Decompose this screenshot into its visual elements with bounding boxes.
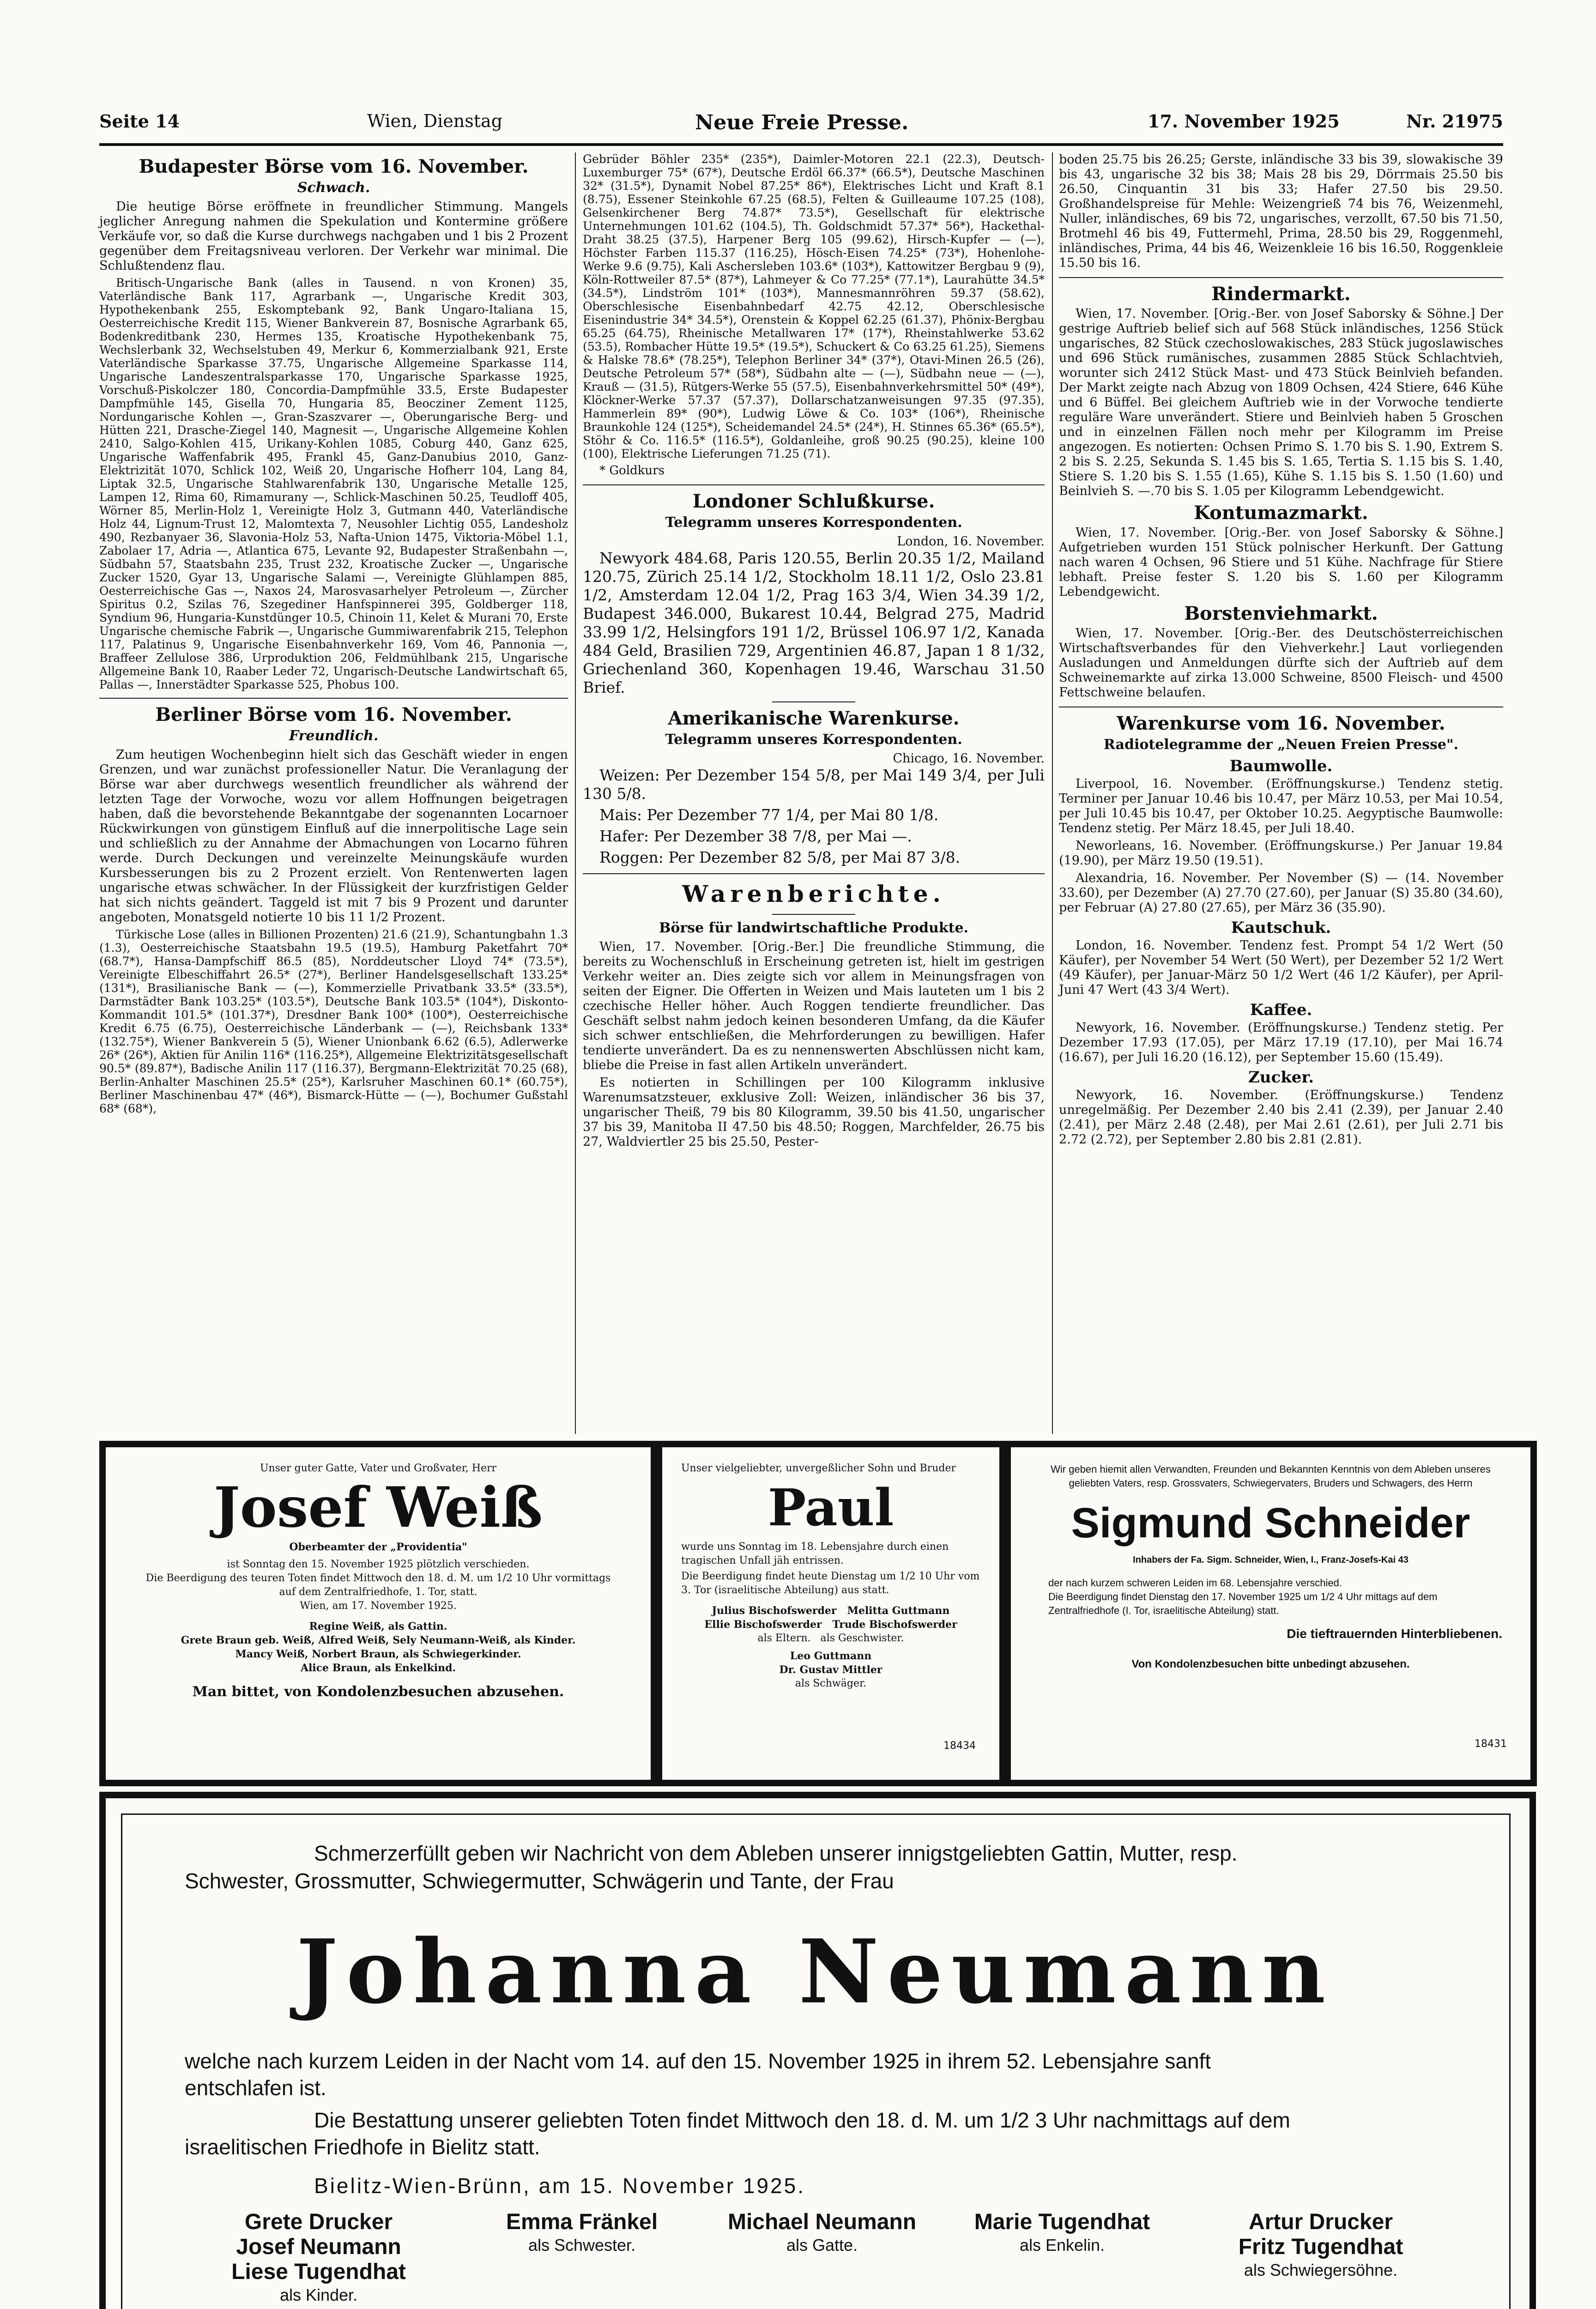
obit-signer: Julius Bischofswerder Melitta Guttmann <box>712 1605 950 1617</box>
page-number: Seite 14 <box>99 111 180 132</box>
issue-number: Nr. 21975 <box>1406 111 1503 132</box>
boerse-prices-continued: boden 25.75 bis 26.25; Gerste, inländische 33 bis 39, slowakische 39 bis 43, ungarische 32 bis 38; Mais 28 bis 29, Dörrmais 25.50 bis 26.50, Cinquantin 31 bis 33; Hafer 27.50 bis 29.50. Großhandelspreise für Mehle: Weizengrieß 74 bis 76, Weizenmehl, Nuller, inländisches, 69 bis 72, ungarisches, verzollt, 67.50 bis 71.50, Brotmehl 46 bis 49, Futtermehl, Prima, 28.50 bis 29, Roggenmehl, inländisches, Prima, 44 bis 46, Weizenkleie 16 bis 16.50, Roggenkleie 15.50 bis 16. <box>1059 152 1503 270</box>
obit-signers-husband <box>702 2210 942 2256</box>
budapest-report: Die heutige Börse eröffnete in freundlicher Stimmung. Mangels jeglicher Anregung nahmen die Spekulation und Kontermine größere Verkäufe vor, so daß die Kurse durchwegs nachgaben und 1 bis 2 Prozent gegenüber dem Freitagsniveau verloren. Der Verkehr war minimal. Die Schlußtendenz flau. <box>99 199 568 273</box>
berlin-report: Zum heutigen Wochenbeginn hielt sich das Geschäft wieder in engen Grenzen, und war zunächst professioneller Natur. Die Veranlagung der Börse war aber durchwegs wesentlich freundlicher als während der letzten Tage der Vorwoche, wozu vor allem Hoffnungen beigetragen haben, daß die bevorstehende Bekanntgabe der sogenannten Locarnoer Rückwirkungen von günstigem Einfluß auf die innerpolitische Lage sein und schließlich zu der Annahme der Abmachungen von Locarno führen werde. Durch Deckungen und vereinzelte Meinungskäufe wurden Kursbesserungen bis zu 2 Prozent erzielt. Von Rentenwerten lagen ungarische etwas schwächer. In der Flüssigkeit der kurzfristigen Gelder hat sich nichts geändert. Taggeld ist mit 7 bis 9 Prozent und darunter angeboten, Monatsgeld notierte 10 bis 11 1/2 Prozent. <box>99 748 568 925</box>
obit-signers-sons-in-law <box>1191 2210 1450 2281</box>
obit-line: israelitischen Friedhofe in Bielitz statt. <box>185 2135 540 2159</box>
signer-name: Artur Drucker <box>1248 2210 1393 2234</box>
budapest-subheading: Schwach. <box>297 180 370 196</box>
masthead <box>99 111 1503 139</box>
kontumaz-heading: Kontumazmarkt. <box>1194 502 1368 524</box>
signer-role: als Schwiegersöhne. <box>1244 2261 1398 2279</box>
london-quotes: Newyork 484.68, Paris 120.55, Berlin 20.35 1/2, Mailand 120.75, Zürich 25.14 1/2, Stockholm 18.11 1/2, Oslo 23.81 1/2, Amsterdam 12.04 1/2, Prag 163 3/4, Wien 34.39 1/2, Budapest 346.000, Bukarest 10.44, Belgrad 275, Madrid 33.99 1/2, Helsingfors 191 1/2, Brüssel 106.97 1/2, Kanada 484 Geld, Brasilien 729, Argentinien 46.87, Japan 1 8 1/32, Griechenland 360, Kopenhagen 19.46, Warschau 31.50 Brief. <box>583 549 1045 696</box>
goldkurs-footnote: * Goldkurs <box>599 464 665 478</box>
obit-signers-granddaughter <box>942 2210 1182 2256</box>
warenkurse-subheading: Radiotelegramme der „Neuen Freien Presse". <box>1103 737 1459 753</box>
signer-name: Josef Neumann <box>236 2235 401 2259</box>
berlin-heading: Berliner Börse vom 16. November. <box>155 704 512 725</box>
obit-signer: Grete Braun geb. Weiß, Alfred Weiß, Sely Neumann-Weiß, als Kinder. <box>181 1634 576 1646</box>
masthead-rule <box>99 143 1503 146</box>
signer-name: Marie Tugendhat <box>974 2210 1150 2234</box>
amerika-roggen: Roggen: Per Dezember 82 5/8, per Mai 87 3/8. <box>599 848 961 866</box>
obit-signer: Regine Weiß, als Gattin. <box>309 1620 447 1632</box>
baumwolle-heading: Baumwolle. <box>1229 757 1333 775</box>
obit-signer: Ellie Bischofswerder Trude Bischofswerder <box>704 1619 957 1631</box>
zucker-heading: Zucker. <box>1248 1068 1314 1087</box>
place-day: Wien, Dienstag <box>367 111 502 131</box>
rinder-heading: Rindermarkt. <box>1211 283 1351 305</box>
obit-title: Oberbeamter der „Providentia" <box>289 1541 467 1553</box>
borstenvieh-heading: Borstenviehmarkt. <box>1184 603 1378 624</box>
section-rule <box>583 873 1045 874</box>
obit-intro: Unser guter Gatte, Vater und Großvater, Herr <box>260 1463 497 1474</box>
signer-name: Grete Drucker <box>244 2210 393 2234</box>
signer-name: Liese Tugendhat <box>231 2260 406 2284</box>
paper-title: Neue Freie Presse. <box>695 111 909 134</box>
obituary-schneider <box>1021 1457 1521 1770</box>
warenberichte-heading: Warenberichte. <box>682 880 945 907</box>
column-2 <box>583 152 1045 1152</box>
warenkurse-heading: Warenkurse vom 16. November. <box>1117 713 1445 734</box>
obit-title: Inhabers der Fa. Sigm. Schneider, Wien, I., Franz-Josefs-Kai 43 <box>1133 1555 1409 1565</box>
london-dateline: London, 16. November. <box>897 534 1045 549</box>
boerse-prices: Es notierten in Schillingen per 100 Kilogramm inklusive Warenumsatzsteuer, exklusive Zoll: Weizen, inländischer 36 bis 37, ungarischer Theiß, 79 bis 80 Kilogramm, 39.50 bis 41.50, ungarischer 37 bis 39, Manitoba II 47.50 bis 48.50; Roggen, Marchfelder, 26.75 bis 27, Waldviertler 25 bis 25.50, Pester- <box>583 1076 1045 1149</box>
obituary-neumann <box>129 1822 1501 2309</box>
obit-line: der nach kurzem schweren Leiden im 68. Lebensjahre verschied. <box>1048 1577 1342 1589</box>
amerika-heading: Amerikanische Warenkurse. <box>668 707 960 729</box>
signer-name: Michael Neumann <box>727 2210 917 2234</box>
boerse-heading: Börse für landwirtschaftliche Produkte. <box>659 920 968 936</box>
borstenvieh-report: Wien, 17. November. [Orig.-Ber. des Deutschösterreichischen Wirtschaftsverbandes für den Viehverkehr.] Laut vorliegenden Ausladungen und Anmeldungen dürfte sich der Auftrieb auf dem Schweinemarkte auf zirka 13.000 Schweine, 8500 Fleisch- und 4500 Fettschweine belaufen. <box>1059 626 1503 700</box>
amerika-mais: Mais: Per Dezember 77 1/4, per Mai 80 1/8. <box>599 806 939 824</box>
obit-line: wurde uns Sonntag im 18. Lebensjahre durch einen tragischen Unfall jäh entrissen. <box>681 1541 949 1566</box>
section-rule <box>99 698 568 699</box>
kautschuk-report: London, 16. November. Tendenz fest. Prompt 54 1/2 Wert (50 Käufer), per November 54 Wert (50 Wert), per Dezember 52 1/2 Wert (49 Käufer), per Januar-März 50 1/2 Wert (46 1/2 Käufer), per April-Juni 47 Wert (43 3/4 Wert). <box>1059 938 1503 997</box>
obit-line: Schwester, Grossmutter, Schwiegermutter, Schwägerin und Tante, der Frau <box>185 1869 894 1893</box>
obit-line: Die Beerdigung findet heute Dienstag um 1/2 10 Uhr vom 3. Tor (israelitische Abteilung) aus statt. <box>681 1571 980 1596</box>
column-1 <box>99 152 568 1118</box>
obit-signer-role: als Schwäger. <box>795 1678 867 1689</box>
obit-line: Die Beerdigung des teuren Toten findet Mittwoch den 18. d. M. um 1/2 10 Uhr vormittags auf dem Zentralfriedhofe, 1. Tor, statt. <box>145 1572 611 1598</box>
obit-line: ist Sonntag den 15. November 1925 plötzlich verschieden. <box>227 1559 530 1570</box>
obit-line: entschlafen ist. <box>185 2076 326 2100</box>
signer-name: Emma Fränkel <box>506 2210 658 2234</box>
obit-name: Johanna Neumann <box>296 1920 1334 2023</box>
obit-name: Paul <box>768 1478 894 1537</box>
obit-line: Die Beerdigung findet Dienstag den 17. November 1925 um 1/2 4 Uhr mittags auf dem Zentralfriedhofe (I. Tor, israelitische Abteilung) statt. <box>1048 1591 1438 1616</box>
amerika-hafer: Hafer: Per Dezember 38 7/8, per Mai —. <box>599 827 912 845</box>
column-divider <box>1052 152 1053 1434</box>
obit-line: Die Bestattung unserer geliebten Toten findet Mittwoch den 18. d. M. um 1/2 3 Uhr nachmittags auf dem <box>314 2108 1290 2132</box>
obit-signers: Die tieftrauernden Hinterbliebenen. <box>1287 1626 1502 1641</box>
london-subheading: Telegramm unseres Korrespondenten. <box>665 514 962 531</box>
obituary-paul <box>672 1457 990 1770</box>
signer-role: als Schwester. <box>528 2236 636 2255</box>
amerika-subheading: Telegramm unseres Korrespondenten. <box>665 731 962 748</box>
signer-name: Fritz Tugendhat <box>1238 2235 1403 2259</box>
section-rule <box>772 701 855 702</box>
berlin-quotes-continued: Gebrüder Böhler 235* (235*), Daimler-Motoren 22.1 (22.3), Deutsch-Luxemburger 75* (67*), Deutsche Erdöl 66.37* (66.5*), Deutsche Maschinen 32* (31.5*), Dynamit Nobel 87.25* 86*), Elektrisches Licht und Kraft 8.1 (8.75), Essener Steinkohle 67.25 (68.5), Felten & Guilleaume 107.25 (108), Gelsenkirchener Berg 74.87* 73.5*), Gesellschaft für elektrische Unternehmungen 101.62 (104.5), Th. Goldschmidt 57.37* 56*), Hackethal-Draht 38.25 (37.5), Harpener Berg 105 (99.62), Hirsch-Kupfer — (—), Höchster Farben 115.37 (116.25), Hösch-Eisen 74.25* (73*), Hohenlohe-Werke 9.6 (9.75), Kali Aschersleben 103.6* (103*), Kattowitzer Bergbau 9 (9), Köln-Rottweiler 87.5* (87*), Lahmeyer & Co 77.25* (77.1*), Laurahütte 34.5* (34.5*), Lindström 101* (103*), Mannesmannröhren 59.37 (58.62), Oberschlesische Eisenbahnbedarf 42.75 42.12, Oberschlesische Eisenindustrie 34* 34.5*), Orenstein & Koppel 62.25 (61.37), Phönix-Bergbau 65.25 (64.75), Rheinische Metallwaren 17* (17*), Rheinstahlwerke 53.62 (53.5), Rombacher Hütte 19.5* (19.5*), Schuckert & Co 63.25 61.25), Siemens & Halske 78.6* (78.25*), Telephon Berliner 34* (37*), Otavi-Minen 26.5 (26), Deutsche Petroleum 57* (58*), Südbahn alte — (—), Südbahn neue — (—), Krauß — (31.5), Rütgers-Werke 55 (57.5), Eisenbahnverkehrsmittel 50* (49*), Klöckner-Werke 57.37 (57.37), Dollarschatzanweisungen 97.35 (97.35), Hammerlein 89* (90*), Ludwig Löwe & Co. 103* (106*), Rheinische Braunkohle 124 (125*), Scheidemandel 24.5* (24*), H. Stinnes 65.36* (65.5*), Stöhr & Co. 116.5* (116.5*), Goldanleihe, groß 90.25 (90.25), kleine 100 (100), Elektrische Lieferungen 71.25 (71). <box>583 152 1045 460</box>
obit-signer: Alice Braun, als Enkelkind. <box>300 1662 456 1674</box>
ad-code: 18434 <box>943 1740 976 1752</box>
obit-signer: Mancy Weiß, Norbert Braun, als Schwiegerkinder. <box>235 1648 521 1660</box>
rinder-report: Wien, 17. November. [Orig.-Ber. von Josef Saborsky & Söhne.] Der gestrige Auftrieb belief sich auf 568 Stück inländisches, 1256 Stück ungarisches, 82 Stück czechoslowakisches, 283 Stück jugoslawisches und 696 Stück rumänisches, zusammen 2885 Stück Schlachtvieh, worunter sich 2412 Stück Mast- und 473 Stück Beinlvieh befanden. Der Markt zeigte nach Abzug von 1809 Ochsen, 424 Stiere, 646 Kühe und 6 Büffel. Bei gleichem Auftrieb wie in der Vorwoche tendierte reguläre Ware unverändert. Stiere und Beinlvieh haben 5 Groschen und in einzelnen Fällen noch mehr per Kilogramm im Preise angezogen. Es notierten: Ochsen Primo S. 1.70 bis S. 1.90, Extrem S. 2 bis S. 2.25, Sekunda S. 1.45 bis S. 1.65, Tertia S. 1.15 bis S. 1.40, Stiere S. 1.20 bis S. 1.55 (1.65), Kühe S. 1.15 bis S. 1.50 (1.60) und Beinlvieh S. —.70 bis S. 1.05 per Kilogramm Lebendgewicht. <box>1059 307 1503 498</box>
ad-code: 18431 <box>1475 1738 1507 1750</box>
baumwolle-alexandria: Alexandria, 16. November. Per November (S) — (14. November 33.60), per Dezember (A) 27.70 (27.60), per Januar (S) 35.80 (34.60), per Februar (A) 27.80 (27.65), per März 36 (35.90). <box>1059 871 1503 915</box>
baumwolle-liverpool: Liverpool, 16. November. (Eröffnungskurse.) Tendenz stetig. Terminer per Januar 10.46 bis 10.47, per März 10.53, per Mai 10.54, per Juli 10.45 bis 10.47, per Oktober 10.25. Aegyptische Baumwolle: Tendenz stetig. Per März 18.45, per Juli 18.40. <box>1059 777 1503 835</box>
baumwolle-neworleans: Neworleans, 16. November. (Eröffnungskurse.) Per Januar 19.84 (19.90), per März 19.50 (19.51). <box>1059 839 1503 868</box>
issue-date: 17. November 1925 <box>1148 111 1340 132</box>
obit-name: Josef Weiß <box>213 1475 543 1540</box>
obit-place-date: Bielitz-Wien-Brünn, am 15. November 1925. <box>314 2174 805 2198</box>
amerika-dateline: Chicago, 16. November. <box>893 751 1045 766</box>
obit-name: Sigmund Schneider <box>1071 1499 1470 1547</box>
section-rule <box>1059 277 1503 278</box>
amerika-weizen: Weizen: Per Dezember 154 5/8, per Mai 149 3/4, per Juli 130 5/8. <box>583 766 1045 803</box>
kontumaz-report: Wien, 17. November. [Orig.-Ber. von Josef Saborsky & Söhne.] Aufgetrieben wurden 151 Stück polnischer Herkunft. Der Gattung nach waren 4 Ochsen, 96 Stiere und 51 Kühe. Nachfrage für Stiere lebhaft. Preise fester S. 1.20 bis S. 1.60 per Kilogramm Lebendgewicht. <box>1059 526 1503 599</box>
obit-footer: Man bittet, von Kondolenzbesuchen abzusehen. <box>192 1684 564 1700</box>
boerse-report: Wien, 17. November. [Orig.-Ber.] Die freundliche Stimmung, die bereits zu Wochenschluß in Erscheinung getreten ist, hielt im gestrigen Verkehr weiter an. Dies zeigte sich vor allem in Meinungsfragen von seiten der Eigner. Die Offerten in Weizen und Mais lauteten um 1 bis 2 czechische Heller höher. Auch Roggen tendierte freundlicher. Das Geschäft selbst nahm jedoch keinen besonderen Umfang, da die Käufer sich schwer entschließen, die Mehrforderungen zu bewilligen. Hafer tendierte unverändert. Da es zu nennenswerten Abschlüssen nicht kam, bliebe die Preise in fast allen Artikeln unverändert. <box>583 940 1045 1072</box>
obit-date: Wien, am 17. November 1925. <box>300 1600 457 1612</box>
obit-signer-role: als Eltern. als Geschwister. <box>757 1632 904 1644</box>
zucker-report: Newyork, 16. November. (Eröffnungskurse.) Tendenz unregelmäßig. Per Dezember 2.40 bis 2.41 (2.39), per Januar 2.40 (2.41), per März 2.48 (2.48), per Mai 2.61 (2.61), per Juli 2.71 bis 2.72 (2.72), per September 2.80 bis 2.81 (2.81). <box>1059 1088 1503 1147</box>
kaffee-heading: Kaffee. <box>1250 1001 1312 1019</box>
obit-intro: Wir geben hiemit allen Verwandten, Freunden und Bekannten Kenntnis von dem Ableben unseres geliebten Vaters, resp. Grossvaters, Schwiegervaters, Bruders und Schwagers, des Herrn <box>1051 1463 1491 1489</box>
signer-role: als Enkelin. <box>1019 2236 1105 2255</box>
kaffee-report: Newyork, 16. November. (Eröffnungskurse.) Tendenz stetig. Per Dezember 17.93 (17.05), per März 17.19 (17.10), per Mai 16.74 (16.67), per Juli 16.20 (16.12), per September 15.60 (15.49). <box>1059 1021 1503 1064</box>
section-rule <box>583 484 1045 485</box>
obit-line: Schmerzerfüllt geben wir Nachricht von dem Ableben unserer innigstgeliebten Gattin, Mutter, resp. <box>314 1841 1238 1865</box>
obit-line: welche nach kurzem Leiden in der Nacht vom 14. auf den 15. November 1925 in ihrem 52. Lebensjahre sanft <box>185 2049 1211 2073</box>
column-3 <box>1059 152 1503 1150</box>
column-divider <box>575 152 576 1434</box>
berlin-subheading: Freundlich. <box>289 728 379 744</box>
obit-signer: Dr. Gustav Mittler <box>779 1664 883 1676</box>
section-rule <box>772 914 855 915</box>
signer-role: als Kinder. <box>279 2285 358 2304</box>
budapest-heading: Budapester Börse vom 16. November. <box>139 156 529 177</box>
obit-intro: Unser vielgeliebter, unvergeßlicher Sohn und Bruder <box>681 1463 956 1474</box>
budapest-quotes: Britisch-Ungarische Bank (alles in Tausend. n von Kronen) 35, Vaterländische Bank 117, Agrarbank —, Ungarische Kredit 303, Hypothekenbank 255, Eskomptebank 92, Bank Ungaro-Italiana 15, Oesterreichische Kredit 115, Wiener Bankverein 87, Bosnische Agrarbank 65, Bodenkreditbank 230, Hermes 135, Kroatische Hypothekenbank 75, Wechslerbank 32, Wechselstuben 49, Merkur 6, Kommerzialbank 921, Erste Vaterländische Sparkasse 37.75, Ungarische Allgemeine Sparkasse 114, Ungarische Landeszentralsparkasse 170, Ungarische Sparkasse 1925, Vorschuß-Piskolczer 180, Concordia-Dampfmühle 33.5, Erste Budapester Dampfmühle 145, Gisella 70, Hungaria 85, Beocziner Zement 1125, Nordungarische Kohlen —, Gran-Szaszvarer —, Oberungarische Berg- und Hütten 221, Drasche-Ziegel 140, Magnesit —, Ungarische Allgemeine Kohlen 2410, Salgo-Kohlen 415, Urikany-Kohlen 1085, Coburg 440, Ganz 625, Ungarische Waffenfabrik 495, Frankl 45, Ganz-Danubius 2010, Ganz-Elektrizität 1070, Schlick 102, Weiß 20, Ungarische Hofherr 104, Lang 84, Liptak 32.5, Ungarische Stahlwarenfabrik 130, Ungarische Metalle 125, Lampen 12, Rima 60, Rimamurany —, Schlick-Maschinen 50.25, Teudloff 405, Wörner 85, Merlin-Holz 1, Vereinigte Holz 3, Gutmann 440, Vaterländische Holz 44, Lignum-Trust 12, Malomtexta 7, Neusohler Lichtig 055, Landesholz 490, Rezbanyaer 36, Slavonia-Holz 53, Nafta-Union 1475, Viktoria-Möbel 1.1, Zabolaer 17, Adria —, Atlantica 675, Levante 92, Budapester Straßenbahn —, Südbahn 57, Staatsbahn 235, Trust 232, Kroatische Zucker —, Ungarische Zucker 1520, Gyar 13, Ungarische Salami —, Vereinigte Glühlampen 885, Oesterreichische Gas —, Naxos 24, Marosvasarhelyer Petroleum —, Zürcher Spiritus 0.2, Szilas 76, Szegediner Hanfspinnerei 395, Goldberger 118, Syndium 96, Hungaria-Kunstdünger 10.5, Chinoin 11, Kelet & Murani 70, Erste Ungarische chemische Fabrik —, Ungarische Gummiwarenfabrik 215, Telephon 117, Palatinus 9, Ungarische Eisenbahnverkehr 169, Vom 46, Pannonia —, Braffeer Zellulose 386, Urproduktion 206, Feldmühlbank 215, Ungarische Allgemeine Bank 10, Raaber Leder 72, Ungarisch-Deutsche Landwirtschaft 65, Pallas —, Innerstädter Sparkasse 525, Phobus 100. <box>99 276 568 691</box>
berlin-quotes: Türkische Lose (alles in Billionen Prozenten) 21.6 (21.9), Schantungbahn 1.3 (1.3), Oesterreichische Staatsbahn 19.5 (19.5), Hamburg Paketfahrt 70* (68.7*), Hansa-Dampfschiff 86.5 (85), Norddeutscher Lloyd 74* (73.5*), Vereinigte Elbeschiffahrt 26.5* (27*), Berliner Handelsgesellschaft 133.25* (131*), Brasilianische Bank — (—), Kommerzielle Privatbank 33.5* (33.5*), Darmstädter Bank 103.25* (103.5*), Deutsche Bank 103.5* (104*), Diskonto-Kommandit 101.5* (101.37*), Dresdner Bank 100* (100*), Oesterreichische Kredit 6.75 (6.75), Oesterreichische Länderbank — (—), Reichsbank 133* (132.75*), Wiener Bankverein 5 (5), Wiener Unionbank 6.62 (6.5), Adlerwerke 26* (26*), Aktien für Anilin 116* (116.25*), Allgemeine Elektrizitätsgesellschaft 90.5* (89.87*), Badische Anilin 117 (116.37), Bergmann-Elektrizität 70.25 (68), Berlin-Anhalter Maschinen 25.5* (25*), Karlsruher Maschinen 60.1* (60.75*), Berliner Maschinenbau 47* (46*), Bismarck-Hütte — (—), Bochumer Gußstahl 68* (68*), <box>99 928 568 1115</box>
obituary-weiss <box>115 1457 641 1770</box>
signer-role: als Gatte. <box>786 2236 858 2255</box>
obit-footer: Von Kondolenzbesuchen bitte unbedingt abzusehen. <box>1131 1658 1410 1670</box>
obit-signers-sister <box>462 2210 702 2256</box>
obit-signers-children <box>199 2210 439 2306</box>
london-heading: Londoner Schlußkurse. <box>692 490 935 512</box>
obit-signer: Leo Guttmann <box>790 1650 872 1662</box>
kautschuk-heading: Kautschuk. <box>1231 919 1331 937</box>
